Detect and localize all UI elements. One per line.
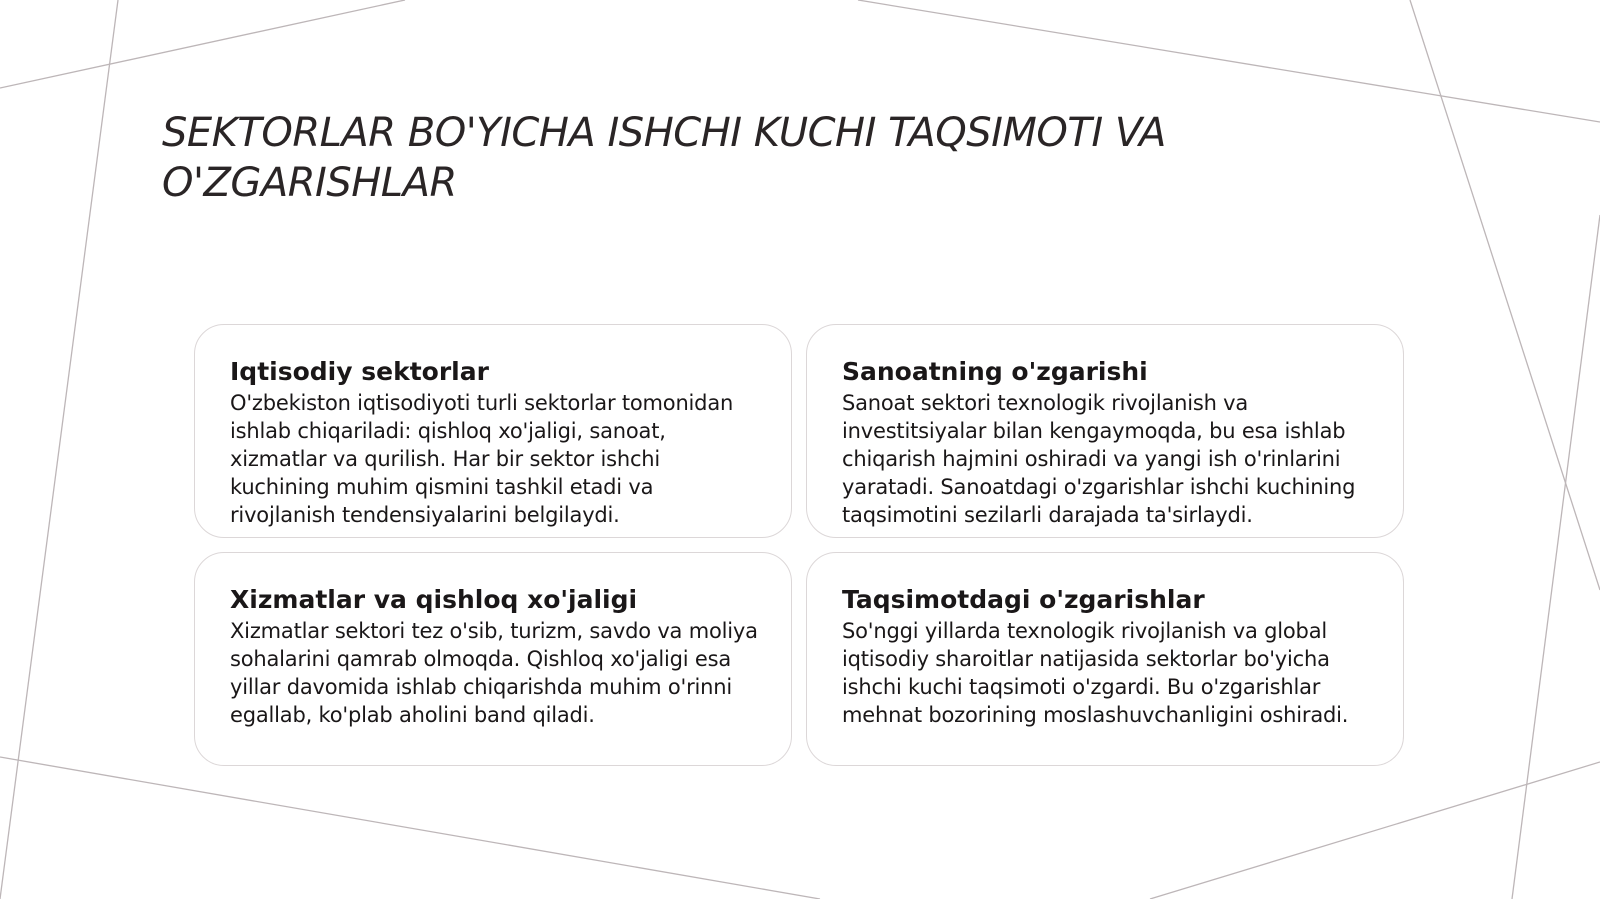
card-body: O'zbekiston iqtisodiyoti turli sektorlar tomonidan ishlab chiqariladi: qishloq xo'jaligi, sanoat, xizmatlar va qurilish. Har bir sektor ishchi kuchining muhim qismini tashkil etadi va rivojlanish tendensiyalarini belgilaydi. bbox=[230, 391, 734, 527]
card-services-agriculture bbox=[194, 552, 792, 766]
card-economic-sectors bbox=[194, 324, 792, 538]
background-line bbox=[1410, 0, 1600, 590]
slide-title: SEKTORLAR BO'YICHA ISHCHI KUCHI TAQSIMOTI VA O'ZGARISHLAR bbox=[162, 110, 1166, 206]
card-content bbox=[842, 355, 1372, 529]
card-heading: Xizmatlar va qishloq xo'jaligi bbox=[230, 585, 638, 614]
card-content bbox=[230, 355, 760, 529]
card-heading: Sanoatning o'zgarishi bbox=[842, 357, 1148, 386]
card-content bbox=[230, 583, 760, 729]
background-line bbox=[1150, 762, 1600, 899]
card-industry-change bbox=[806, 324, 1404, 538]
card-distribution-changes bbox=[806, 552, 1404, 766]
card-heading: Iqtisodiy sektorlar bbox=[230, 357, 489, 386]
background-line bbox=[0, 0, 405, 88]
background-line bbox=[858, 0, 1600, 122]
card-content bbox=[842, 583, 1372, 729]
background-line bbox=[0, 0, 118, 899]
card-body: So'nggi yillarda texnologik rivojlanish va global iqtisodiy sharoitlar natijasida sektorlar bo'yicha ishchi kuchi taqsimoti o'zgardi. Bu o'zgarishlar mehnat bozorining moslashuvchanligini oshiradi. bbox=[842, 619, 1349, 727]
background-line bbox=[1512, 215, 1600, 899]
background-line bbox=[0, 757, 820, 899]
card-body: Xizmatlar sektori tez o'sib, turizm, savdo va moliya sohalarini qamrab olmoqda. Qishloq xo'jaligi esa yillar davomida ishlab chiqarishda muhim o'rinni egallab, ko'plab aholini band qiladi. bbox=[230, 619, 758, 727]
card-heading: Taqsimotdagi o'zgarishlar bbox=[842, 585, 1205, 614]
card-body: Sanoat sektori texnologik rivojlanish va investitsiyalar bilan kengaymoqda, bu esa ishlab chiqarish hajmini oshiradi va yangi ish o'rinlarini yaratadi. Sanoatdagi o'zgarishlar ishchi kuchining taqsimotini sezilarli darajada ta'sirlaydi. bbox=[842, 391, 1356, 527]
